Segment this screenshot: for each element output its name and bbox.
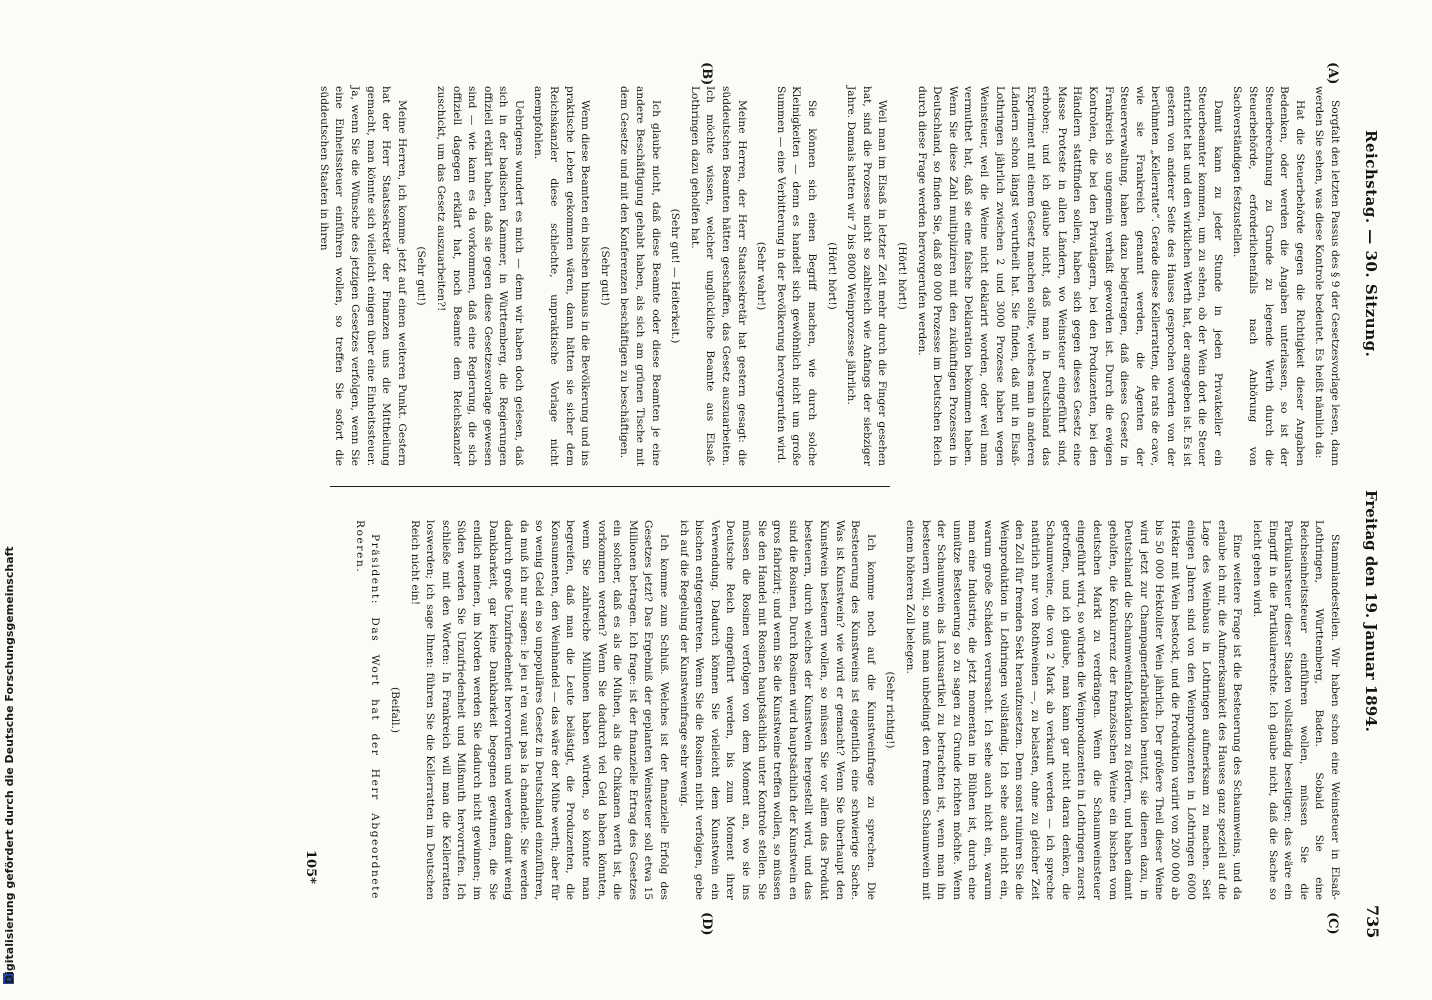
- paragraph: Wenn diese Beamten ein bischen hinaus in die Bevölkerung und ins praktische Leben gekommen wären, dann hätten sie sicher dem Reichskanzler diese schlechte, unpraktische Vorlage nicht anempfohlen.: [532, 86, 592, 466]
- digitization-note: [0, 0, 22, 1000]
- paragraph: Meine Herren, der Herr Staatssekretär hat gestern gesagt: die süddeutschen Beamten hätten geschaffen, das Gesetz auszuarbeiten. Ich möchte wissen, welcher unglückliche Beamte aus Elsaß-Lothringen dazu geholfen hat.: [688, 86, 748, 466]
- interjection: (Sehr gut! — Heiterkeit.): [669, 208, 682, 344]
- paragraph: Ich komme zum Schluß. Welches ist der finanzielle Erfolg des Gesetzes jetzt? Das Ergebniß der geplanten Weinsteuer soll etwa 15 Millionen betragen. Ich frage: ist der finanzielle Ertrag des Gesetzes ein solcher, daß es als die Mühen, als die Chikanen werth ist, die vorkommen werden? Wenn Sie dadurch viel Geld haben könnten, wenn Sie zahlreiche Millionen haben würden, so könnte man begreifen, daß man die Leute belästigt, die Produzenten, die Konsumenten, den Weinhandel — das wäre der Mühe werth; aber für so wenig Geld ein so unpopuläres Gesetz in Deutschland einzuführen, da muß ich nur sagen: le jeu n'en vaut pas la chandelle. Sie werden dadurch große Unzufriedenheit hervorrufen und werden damit wenig Dankbarkeit, gar keine Dankbarkeit begegnen gewinnen, die Sie endlich meinen, im Norden werden Sie dadurch nicht gewinnen; im Süden werden Sie Unzufriedenheit und Mißmuth hervorrufen. Ich schließe mit den Worten: In Frankreich will man die Kellerratten loswerden; ich sage Ihnen: führen Sie die Kellerratten im Deutschen Reich nicht ein!: [408, 520, 671, 900]
- right-column: [322, 520, 1342, 900]
- margin-letter-b: (B): [699, 62, 714, 86]
- paragraph: Weil man im Elsaß in letzter Zeit mehr durch die Finger gesehen hat, sind die Prozesse nicht so zahlreich wie Anfangs der siebziger Jahre. Damals hatten wir 7 bis 8000 Weinprozesse jährlich.: [845, 86, 889, 466]
- paragraph: Ich komme noch auf die Kunstweinfrage zu sprechen. Die Besteuerung des Kunstweins ist eigentlich eine schwierige Sache. Was ist Kunstwein? wie wird er gemacht? Wenn Sie überhaupt den Kunstwein besteuern wollen, so müssen Sie vor allem das Produkt besteuern, durch welches der Kunstwein hergestellt wird, und das sind die Rosinen. Durch Rosinen wird hauptsächlich der Kunstwein en gros fabrizirt; und wenn Sie die Kunstweine treffen wollen, so müssen Sie den Handel mit Rosinen hauptsächlich unter Kontrole stellen. Sie müssen die Rosinen verfolgen von dem Moment an, wo sie ins Deutsche Reich eingeführt werden, bis zum Moment ihrer Verwendung. Dadurch können Sie vielleicht dem Kunstwein ein bischen entgegentreten. Wenn Sie die Rosinen nicht verfolgen, gebe ich auf die Regelung der Kunstweinfrage sehr wenig.: [677, 520, 877, 900]
- quoted-paragraph: Hat die Steuerbehörde gegen die Richtigkeit dieser Angaben Bedenken, oder werden die Angaben unterlassen, so ist der Steuerberechnung zu Grunde zu legende Werth durch die Steuerbehörde, erforderlichenfalls nach Anhörung von Sachverständigen festzustellen.: [1231, 86, 1306, 466]
- paragraph: Ich glaube nicht, daß diese Beamte oder diese Beamten je eine andere Beschäftigung gehabt haben, als sich am grünen Tische mit dem Gesetze und mit den Konferenzen beschäftigen zu beschäftigen.: [618, 86, 662, 466]
- running-header: [1346, 70, 1386, 950]
- interjection: (Sehr gut!): [598, 246, 611, 306]
- margin-letter-c: (C): [1325, 912, 1340, 935]
- paragraph: Stammlandesteilen. Wir haben schon eine Weinsteuer in Elsaß-Lothringen, Württemberg, Baden. Sobald Sie eine Reichseinheitssteuer einführen wollen, müssen Sie die Partikularsteuer dieser Staaten vollständig beseitigen; das wäre ein Eingriff in die Partikularrechte. Ich glaube nicht, daß die Sache so leicht gehen wird.: [1251, 520, 1341, 900]
- interjection: (Hört! hört!): [825, 242, 838, 310]
- signature-mark: 105*: [303, 850, 318, 884]
- interjection: (Beifall.): [388, 686, 401, 734]
- paragraph: Sie können sich einen Begriff machen, wie durch solche Kleinigkeiten — denn es handelt sich gewöhnlich nicht um große Summen — eine Verbitterung in der Bevölkerung hervorgerufen wird.: [774, 86, 818, 466]
- interjection: (Hört! hört!): [895, 242, 908, 310]
- header-session: Reichstag. — 30. Sitzung.: [1362, 130, 1380, 358]
- paragraph: Damit kann zu jeder Stunde in jeden Privatkeller ein Steuerbeamter kommen, um zu sehen, ob der Wein dort die Steuer entrichtet hat und den wirklichen Werth hat, der angegeben ist. Es ist gestern von anderer Seite des Hauses gesprochen worden von der berühmten „Kellerratte“. Gerade diese Kellerratten, die rats de cave, wie sie Frankreich genannt werden, die Agenten der Steuerverwaltung, haben dazu beigetragen, daß dieses Gesetz in Frankreich so ungemein verhaßt geworden ist. Durch die ewigen Kontrolen, die bei den Privatlagern, bei den Produzenten, bei den Händlern stattfinden sollen, haben sich gegen dieses Gesetz eine Masse Proteste in allen Ländern, wo Weinsteuer eingeführt sind, erhoben; und ich glaube nicht, daß man in Deutschland das Experiment mit einem Gesetz machen sollte, welches man in anderen Ländern schon längst verurtheilt hat. Sie finden, daß mit in Elsaß-Lothringen jährlich zwischen 2 und 3000 Prozesse haben wegen Weinsteuer, weil die Weine nicht deklarirt worden, oder weil man vermuthet hat, daß sie eine falsche Deklaration bekommen haben. Wenn Sie diese Zahl multipliziren mit den zukünftigen Prozessen in Deutschland, so finden Sie, daß 80 000 Prozesse im Deutschen Reich durch diese Frage werden hervorgerufen werden.: [915, 86, 1224, 466]
- paragraph: Meine Herren, ich komme jetzt auf einen weiteren Punkt. Gestern hat der Herr Staatssekretär der Finanzen uns die Mittheilung gemacht, man könnte sich vielleicht einigen über eine Einheitssteuer. Ja, wenn Sie die Wünsche des jetzigen Gesetzes verfolgen, wenn Sie eine Einheitssteuer einführen wollen, so treffen Sie sofort die süddeutschen Staaten in ihren: [317, 86, 408, 466]
- interjection: (Sehr wahr!): [755, 241, 768, 311]
- paragraph: Sorgfalt den letzten Passus des § 9 der Gesetzesvorlage lesen, dann werden Sie sehen, was diese Kontrole bedeutet. Es heißt nämlich da:: [1313, 86, 1341, 466]
- left-column: [317, 86, 1342, 466]
- column-divider: [330, 486, 890, 487]
- header-date: Freitag den 19. Januar 1894.: [1362, 490, 1380, 732]
- speaker-line: Präsident: Das Wort hat der Herr Abgeordnete Roeren.: [353, 520, 382, 900]
- digitization-note-text: Digitalisierung gefördert durch die Deutsche Forschungsgemeinschaft: [3, 546, 16, 984]
- interjection: (Sehr richtig!): [884, 671, 897, 749]
- interjection: (Sehr gut!): [415, 246, 428, 306]
- margin-letter-a: (A): [1325, 62, 1340, 85]
- margin-letter-d: (D): [699, 912, 714, 936]
- paragraph: Uebrigens wundert es mich — denn wir haben doch gelesen, daß sich in der badischen Kammer, in Württemberg, die Regierungen offiziell erklärt haben, daß sie gegen diese Gesetzesvorlage gewesen sind — wie kann es da vorkommen, daß eine Regierung, die sich offiziell dagegen erklärt hat, noch Beamte dem Reichskanzler zuschickt, um das Gesetz auszuarbeiten?!: [434, 86, 525, 466]
- page-number: 735: [1363, 905, 1382, 939]
- paragraph: Eine weitere Frage ist die Besteuerung des Schaumweins, und da erlaube ich mir, die Aufmerksamkeit des Hauses ganz speziell auf die Lage des Weinbaus in Lothringen aufmerksam zu machen. Seit einigen Jahren sind von den Weinproduzenten in Lothringen 6000 Hektar mit Wein bestockt, und die Produktion variirt von 200 000 ab bis 50 000 Hektoliter Wein jährlich. Der größere Theil dieser Weine wird jetzt zur Champagnerfabrikation benutzt, sie dienen dazu, in Deutschland die Schaumweinfabrikation zu fördern, und haben damit geholfen, die Konkurrenz der französischen Weine ein bischen vom deutschen Markt zu verdrängen. Wenn die Schaumweinsteuer eingeführt wird, so würden die Weinproduzenten in Lothringen zuerst getroffen, und ich glaube, man kann gar nicht daran denken, die Schaumweine, die von 2 Mark ab verkauft werden — ich spreche natürlich nur von Rothweinen —, zu belasten, ohne zu gleicher Zeit den Zoll für fremden Sekt heraufzusetzen. Denn sonst ruiniren Sie die Weinproduktion in Lothringen vollständig. Ich sehe auch nicht ein, warum große Schäden verursacht. Ich sehe auch nicht ein, warum man eine Industrie, die jetzt momentan im Blühen ist, durch eine unnütze Besteuerung so zu sagen zu Grunde richten möchte. Wenn der Schaumwein als Luxusartikel zu betrachten ist, wenn man ihn besteuern will, so muß man unbedingt den fremden Schaumwein mit einem höheren Zoll belegen.: [903, 520, 1244, 900]
